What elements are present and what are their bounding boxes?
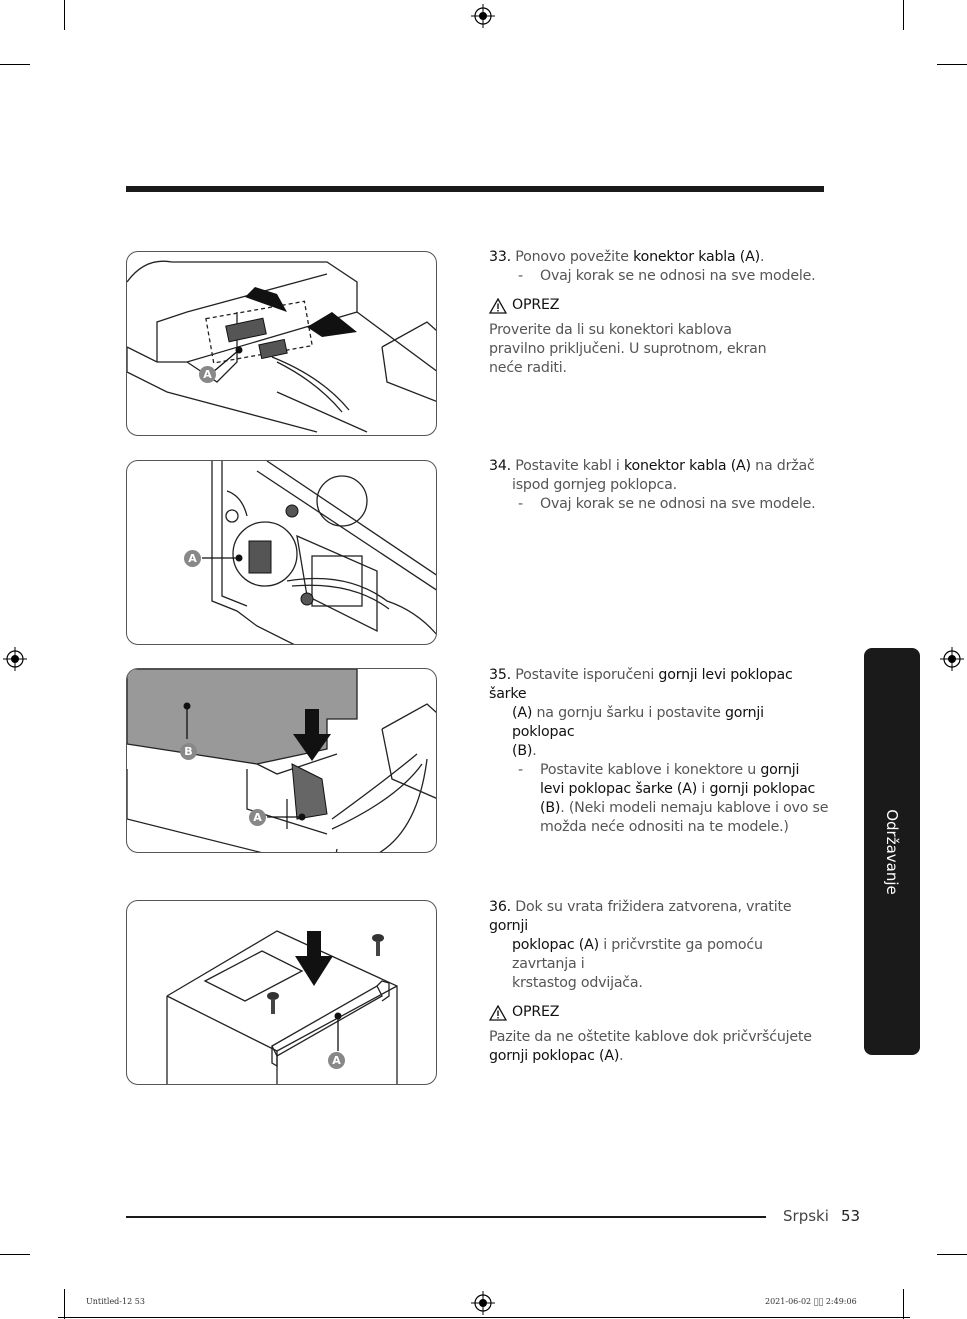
- crop-mark: [64, 1289, 65, 1319]
- crop-mark: [937, 64, 967, 65]
- figure-step-34: [126, 460, 437, 645]
- step-36-text: 36. Dok su vrata frižidera zatvorena, vratite gornji: [489, 899, 792, 934]
- crop-mark: [58, 1317, 910, 1318]
- caution-text: Proverite da li su konektori kablova pravilno priključeni. U suprotnom, ekran neće raditi.: [489, 322, 767, 376]
- step-33-note: - Ovaj korak se ne odnosi na sve modele.: [518, 268, 816, 284]
- crop-mark: [0, 64, 30, 65]
- callout-a: A: [328, 1052, 345, 1069]
- figure-step-33: [126, 251, 437, 436]
- callout-b: B: [180, 743, 197, 760]
- crop-mark: [0, 1254, 30, 1255]
- step-34-text: 34. Postavite kabl i konektor kabla (A) na držač: [489, 458, 815, 474]
- step-35: 35. Postavite isporučeni gornji levi poklopac šarke (A) na gornju šarku i postavite gornji poklopac (B). - Postavite kablove i konektore u gornji levi poklopac šarke (A) i gornji poklopac (B). (Neki modeli nemaju kablove i ovo se možda neće odnositi na te modele.): [489, 667, 829, 835]
- section-tab: Održavanje: [864, 648, 920, 1055]
- registration-mark-icon: [940, 647, 964, 671]
- warning-icon: [489, 298, 507, 314]
- registration-mark-icon: [471, 4, 495, 28]
- step-35-note: - Postavite kablove i konektore u gornji: [518, 762, 800, 778]
- figure-step-36: [126, 900, 437, 1085]
- registration-mark-icon: [471, 1291, 495, 1315]
- step-33: [489, 248, 829, 378]
- callout-a: A: [249, 809, 266, 826]
- print-slug-file: Untitled-12 53: [86, 1297, 145, 1306]
- callout-a: A: [199, 366, 216, 383]
- crop-mark: [903, 0, 904, 30]
- caution-heading: OPREZ: [489, 1003, 829, 1022]
- registration-mark-icon: [3, 647, 27, 671]
- step-36: 36. Dok su vrata frižidera zatvorena, vratite gornji poklopac (A) i pričvrstite ga pomoću zavrtanja i krstastog odvijača. OPREZ Pazite da ne oštetite kablove dok pričvršćujete gornji poklopac (A).: [489, 898, 829, 1066]
- screw-icon: [372, 934, 384, 956]
- caution-heading: OPREZ: [489, 296, 829, 315]
- caution-text: Pazite da ne oštetite kablove dok pričvršćujete: [489, 1029, 812, 1045]
- step-34-note: - Ovaj korak se ne odnosi na sve modele.: [518, 496, 816, 512]
- step-33-text: 33. Ponovo povežite konektor kabla (A).: [489, 249, 765, 265]
- footer-language: Srpski: [783, 1207, 829, 1225]
- header-rule: [126, 186, 824, 192]
- step-34: 34. Postavite kabl i konektor kabla (A) na držač ispod gornjeg poklopca. - Ovaj korak se ne odnosi na sve modele.: [489, 457, 829, 514]
- crop-mark: [64, 0, 65, 30]
- page-number: 53: [841, 1207, 861, 1225]
- crop-mark: [937, 1254, 967, 1255]
- figure-step-35: [126, 668, 437, 853]
- warning-icon: [489, 1005, 507, 1021]
- callout-a: A: [184, 550, 201, 567]
- footer-rule: [126, 1216, 766, 1218]
- screw-icon: [267, 992, 279, 1014]
- crop-mark: [903, 1289, 904, 1319]
- step-35-text: 35. Postavite isporučeni gornji levi poklopac šarke: [489, 667, 793, 702]
- print-slug-date: 2021-06-02 ￿￿ 2:49:06: [765, 1297, 857, 1306]
